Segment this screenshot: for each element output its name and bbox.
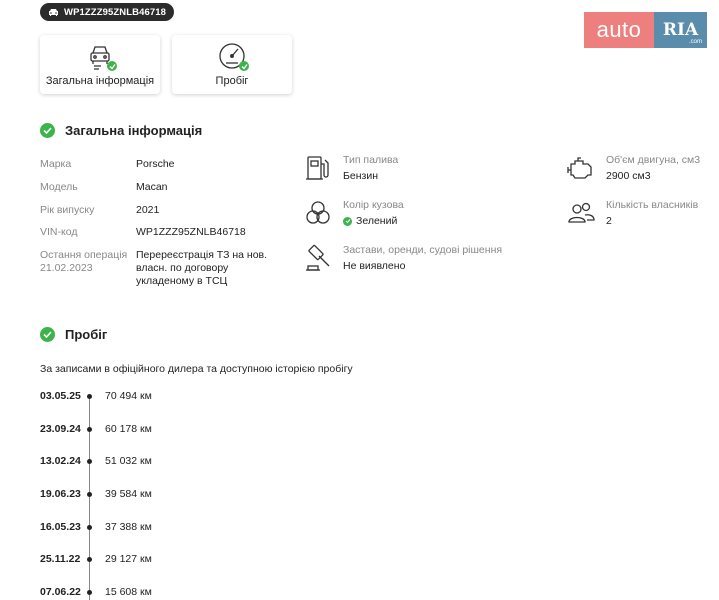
mileage-heading bbox=[40, 327, 107, 342]
timeline-dot bbox=[87, 394, 92, 399]
car-check-icon bbox=[85, 41, 115, 71]
info-key: VIN-код bbox=[40, 226, 78, 238]
info-value: WP1ZZZ95ZNLB46718 bbox=[136, 226, 246, 238]
fuel-pump-icon bbox=[303, 153, 333, 183]
timeline-km: 29 127 км bbox=[105, 553, 152, 565]
info-value: Перереєстрація ТЗ на нов. власн. по договору укладеному в ТСЦ bbox=[136, 249, 268, 287]
card-mileage-label: Пробіг bbox=[215, 75, 249, 87]
mileage-title: Пробіг bbox=[65, 327, 108, 342]
people-icon bbox=[566, 198, 596, 228]
feature-engine bbox=[566, 153, 700, 183]
feature-fuel bbox=[303, 153, 398, 183]
info-key bbox=[40, 249, 136, 288]
feature-color bbox=[303, 198, 404, 228]
logo-ria-text: RIA bbox=[662, 20, 699, 40]
check-circle-icon bbox=[40, 327, 55, 342]
info-key-label: Остання операція bbox=[40, 249, 128, 261]
feature-owners-value: 2 bbox=[606, 215, 612, 227]
timeline-row bbox=[40, 521, 152, 533]
logo-auto-part: auto bbox=[584, 12, 654, 48]
timeline-date: 16.05.23 bbox=[40, 521, 81, 533]
timeline-date: 23.09.24 bbox=[40, 423, 81, 435]
info-key: Марка bbox=[40, 158, 72, 170]
timeline-km: 39 584 км bbox=[105, 488, 152, 500]
speedometer-check-icon bbox=[217, 41, 247, 71]
timeline-date: 19.06.23 bbox=[40, 488, 81, 500]
engine-icon bbox=[566, 153, 596, 183]
timeline-date: 07.06.22 bbox=[40, 586, 81, 598]
vin-badge bbox=[40, 3, 174, 21]
timeline-km: 15 608 км bbox=[105, 586, 152, 598]
autoria-logo[interactable] bbox=[584, 12, 707, 48]
timeline-dot bbox=[87, 459, 92, 464]
timeline-date: 03.05.25 bbox=[40, 390, 81, 402]
feature-fuel-label: Тип палива bbox=[343, 154, 399, 166]
color-swatch bbox=[343, 217, 352, 226]
feature-fuel-value: Бензин bbox=[343, 170, 379, 182]
info-key: Рік випуску bbox=[40, 204, 95, 216]
info-row-last-operation bbox=[40, 249, 288, 288]
info-value: Macan bbox=[136, 181, 168, 193]
mileage-note: За записами в офіційного дилера та доступною історією пробігу bbox=[40, 363, 353, 375]
vin-badge-text: WP1ZZZ95ZNLB46718 bbox=[64, 6, 167, 18]
card-general-info-label: Загальна інформація bbox=[45, 75, 155, 87]
timeline-dot bbox=[87, 427, 92, 432]
feature-owners bbox=[566, 198, 698, 228]
logo-ria-part bbox=[654, 12, 707, 48]
info-value: Porsche bbox=[136, 158, 175, 170]
car-icon bbox=[48, 8, 59, 17]
timeline-row bbox=[40, 488, 152, 500]
timeline-row bbox=[40, 423, 152, 435]
timeline-km: 70 494 км bbox=[105, 390, 152, 402]
timeline-row bbox=[40, 390, 152, 402]
card-general-info[interactable] bbox=[40, 35, 160, 94]
timeline-km: 51 032 км bbox=[105, 455, 152, 467]
feature-color-value-wrap bbox=[343, 214, 404, 228]
timeline-date: 13.02.24 bbox=[40, 455, 81, 467]
info-key: Модель bbox=[40, 181, 78, 193]
timeline-dot bbox=[87, 590, 92, 595]
card-mileage[interactable] bbox=[172, 35, 292, 94]
timeline-row bbox=[40, 553, 152, 565]
info-row-year bbox=[40, 204, 288, 217]
timeline-row bbox=[40, 455, 152, 467]
feature-legal bbox=[303, 243, 502, 273]
info-row-brand bbox=[40, 158, 288, 171]
timeline-dot bbox=[87, 557, 92, 562]
info-row-vin bbox=[40, 226, 288, 239]
info-key-date: 21.02.2023 bbox=[40, 262, 93, 274]
general-info-heading bbox=[40, 123, 202, 138]
timeline-date: 25.11.22 bbox=[40, 553, 81, 565]
timeline-row bbox=[40, 586, 152, 598]
info-value: 2021 bbox=[136, 204, 160, 216]
check-circle-icon bbox=[40, 123, 55, 138]
feature-engine-value: 2900 см3 bbox=[606, 170, 651, 182]
feature-legal-label: Застави, оренди, судові рішення bbox=[343, 244, 503, 256]
info-row-model bbox=[40, 181, 288, 194]
feature-color-value: Зелений bbox=[356, 215, 398, 227]
logo-com-text: .com bbox=[688, 39, 702, 45]
timeline-km: 60 178 км bbox=[105, 423, 152, 435]
color-circles-icon bbox=[303, 198, 333, 228]
feature-legal-value: Не виявлено bbox=[343, 260, 406, 272]
general-info-title: Загальна інформація bbox=[65, 123, 203, 138]
timeline-dot bbox=[87, 492, 92, 497]
gavel-icon bbox=[303, 243, 333, 273]
feature-color-label: Колір кузова bbox=[343, 199, 404, 211]
timeline-km: 37 388 км bbox=[105, 521, 152, 533]
timeline-dot bbox=[87, 525, 92, 530]
feature-owners-label: Кількість власників bbox=[606, 199, 699, 211]
feature-engine-label: Об'єм двигуна, см3 bbox=[606, 154, 701, 166]
